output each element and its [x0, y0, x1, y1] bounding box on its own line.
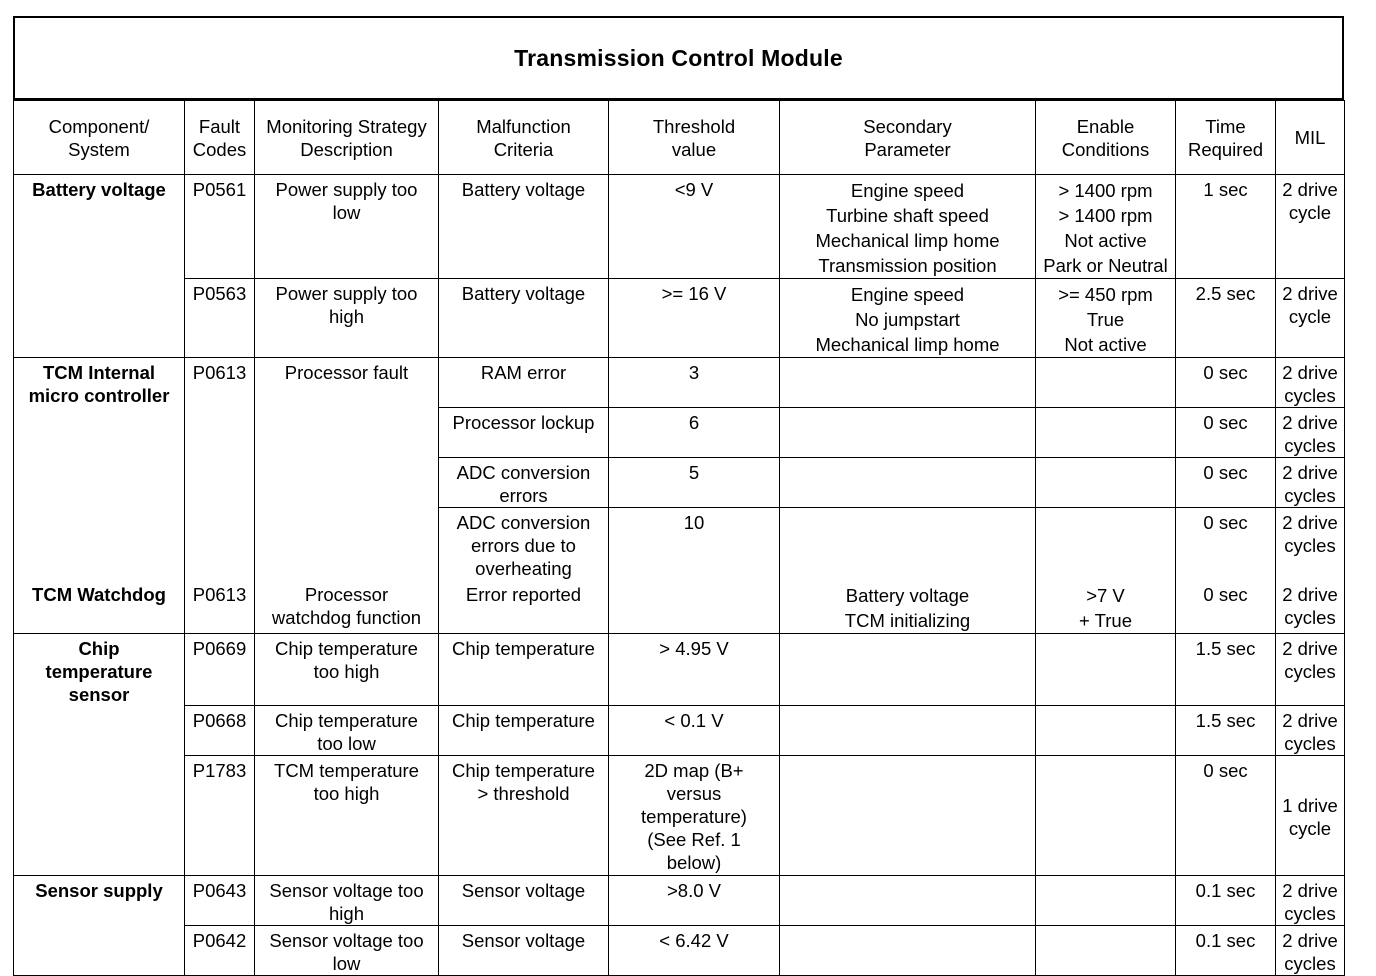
mil-cell: 1 drive cycle — [1276, 756, 1345, 876]
fault-code: P0563 — [185, 279, 255, 358]
mil-cell: 2 drive cycle — [1276, 175, 1345, 279]
mil-cell: 2 drive cycles — [1276, 580, 1345, 634]
criteria-cell: Processor lockup — [439, 408, 609, 458]
secondary-cell — [780, 634, 1036, 706]
criteria-cell: Chip temperature — [439, 706, 609, 756]
table-row — [14, 358, 1345, 408]
threshold-cell: <9 V — [609, 175, 780, 279]
fault-code: P0668 — [185, 706, 255, 756]
strategy-cell: Sensor voltage too low — [255, 926, 439, 976]
time-cell: 0 sec — [1176, 580, 1276, 634]
enable-cell: >= 450 rpm True Not active — [1036, 279, 1176, 358]
component-sensor-supply: Sensor supply — [14, 876, 185, 976]
fault-code: P0613 — [185, 580, 255, 634]
time-cell: 1.5 sec — [1176, 634, 1276, 706]
fault-code: P0613 — [185, 358, 255, 581]
table-row — [14, 756, 1345, 876]
mil-cell: 2 drive cycles — [1276, 458, 1345, 508]
criteria-cell: Sensor voltage — [439, 876, 609, 926]
component-tcm-internal: TCM Internal micro controller — [14, 358, 185, 581]
fault-code: P0561 — [185, 175, 255, 279]
table-row — [14, 634, 1345, 706]
time-cell: 0 sec — [1176, 408, 1276, 458]
secondary-cell — [780, 926, 1036, 976]
page-title: Transmission Control Module — [13, 16, 1344, 100]
secondary-cell — [780, 876, 1036, 926]
enable-cell — [1036, 634, 1176, 706]
time-cell: 0.1 sec — [1176, 876, 1276, 926]
secondary-cell — [780, 756, 1036, 876]
strategy-cell: TCM temperature too high — [255, 756, 439, 876]
table-row — [14, 175, 1345, 279]
table-row — [14, 876, 1345, 926]
header-time: Time Required — [1176, 101, 1276, 175]
threshold-cell: >= 16 V — [609, 279, 780, 358]
time-cell: 0 sec — [1176, 756, 1276, 876]
threshold-cell: < 0.1 V — [609, 706, 780, 756]
threshold-cell: 3 — [609, 358, 780, 408]
mil-cell: 2 drive cycles — [1276, 408, 1345, 458]
component-battery-voltage: Battery voltage — [14, 175, 185, 358]
strategy-cell: Chip temperature too low — [255, 706, 439, 756]
header-malfunction: Malfunction Criteria — [439, 101, 609, 175]
secondary-cell — [780, 458, 1036, 508]
enable-cell — [1036, 358, 1176, 408]
threshold-cell: >8.0 V — [609, 876, 780, 926]
mil-cell: 2 drive cycle — [1276, 279, 1345, 358]
criteria-cell: ADC conversion errors due to overheating — [439, 508, 609, 581]
fault-code: P0642 — [185, 926, 255, 976]
threshold-cell: 10 — [609, 508, 780, 634]
secondary-cell — [780, 706, 1036, 756]
header-fault-codes: Fault Codes — [185, 101, 255, 175]
header-row — [14, 101, 1345, 175]
header-secondary: Secondary Parameter — [780, 101, 1036, 175]
secondary-cell — [780, 408, 1036, 458]
enable-cell — [1036, 926, 1176, 976]
header-strategy: Monitoring Strategy Description — [255, 101, 439, 175]
table-row — [14, 279, 1345, 358]
component-tcm-watchdog: TCM Watchdog — [14, 580, 185, 634]
secondary-cell: Engine speed Turbine shaft speed Mechanical limp home Transmission position — [780, 175, 1036, 279]
header-component: Component/ System — [14, 101, 185, 175]
strategy-cell: Sensor voltage too high — [255, 876, 439, 926]
threshold-cell: < 6.42 V — [609, 926, 780, 976]
strategy-cell: Processor watchdog function — [255, 580, 439, 634]
fault-code: P0669 — [185, 634, 255, 706]
time-cell: 0 sec — [1176, 458, 1276, 508]
enable-cell: > 1400 rpm > 1400 rpm Not active Park or Neutral — [1036, 175, 1176, 279]
time-cell: 1 sec — [1176, 175, 1276, 279]
criteria-cell: Error reported — [439, 580, 609, 634]
header-threshold: Threshold value — [609, 101, 780, 175]
threshold-cell: > 4.95 V — [609, 634, 780, 706]
document-frame — [13, 16, 1344, 974]
threshold-cell: 6 — [609, 408, 780, 458]
time-cell: 0 sec — [1176, 358, 1276, 408]
component-chip-temperature-sensor: Chip temperature sensor — [14, 634, 185, 876]
enable-cell — [1036, 876, 1176, 926]
criteria-cell: Battery voltage — [439, 175, 609, 279]
criteria-cell: Sensor voltage — [439, 926, 609, 976]
mil-cell: 2 drive cycles — [1276, 926, 1345, 976]
header-mil: MIL — [1276, 101, 1345, 175]
threshold-cell: 2D map (B+ versus temperature) (See Ref. 1 below) — [609, 756, 780, 876]
secondary-cell — [780, 508, 1036, 581]
mil-cell: 2 drive cycles — [1276, 706, 1345, 756]
mil-cell: 2 drive cycles — [1276, 634, 1345, 706]
enable-cell — [1036, 458, 1176, 508]
time-cell: 2.5 sec — [1176, 279, 1276, 358]
time-cell: 1.5 sec — [1176, 706, 1276, 756]
threshold-cell: 5 — [609, 458, 780, 508]
strategy-cell: Processor fault — [255, 358, 439, 581]
secondary-cell: Battery voltage TCM initializing — [780, 580, 1036, 634]
enable-cell — [1036, 756, 1176, 876]
strategy-cell: Power supply too high — [255, 279, 439, 358]
criteria-cell: ADC conversion errors — [439, 458, 609, 508]
mil-cell: 2 drive cycles — [1276, 358, 1345, 408]
enable-cell — [1036, 508, 1176, 581]
criteria-cell: Battery voltage — [439, 279, 609, 358]
mil-cell: 2 drive cycles — [1276, 876, 1345, 926]
table-row — [14, 706, 1345, 756]
time-cell: 0 sec — [1176, 508, 1276, 581]
diagnostics-table — [13, 100, 1345, 976]
secondary-cell — [780, 358, 1036, 408]
mil-cell: 2 drive cycles — [1276, 508, 1345, 581]
strategy-cell: Power supply too low — [255, 175, 439, 279]
secondary-cell: Engine speed No jumpstart Mechanical limp home — [780, 279, 1036, 358]
table-row — [14, 926, 1345, 976]
fault-code: P1783 — [185, 756, 255, 876]
time-cell: 0.1 sec — [1176, 926, 1276, 976]
enable-cell — [1036, 408, 1176, 458]
criteria-cell: Chip temperature — [439, 634, 609, 706]
criteria-cell: RAM error — [439, 358, 609, 408]
fault-code: P0643 — [185, 876, 255, 926]
header-enable: Enable Conditions — [1036, 101, 1176, 175]
criteria-cell: Chip temperature > threshold — [439, 756, 609, 876]
strategy-cell: Chip temperature too high — [255, 634, 439, 706]
enable-cell — [1036, 706, 1176, 756]
enable-cell: >7 V + True — [1036, 580, 1176, 634]
